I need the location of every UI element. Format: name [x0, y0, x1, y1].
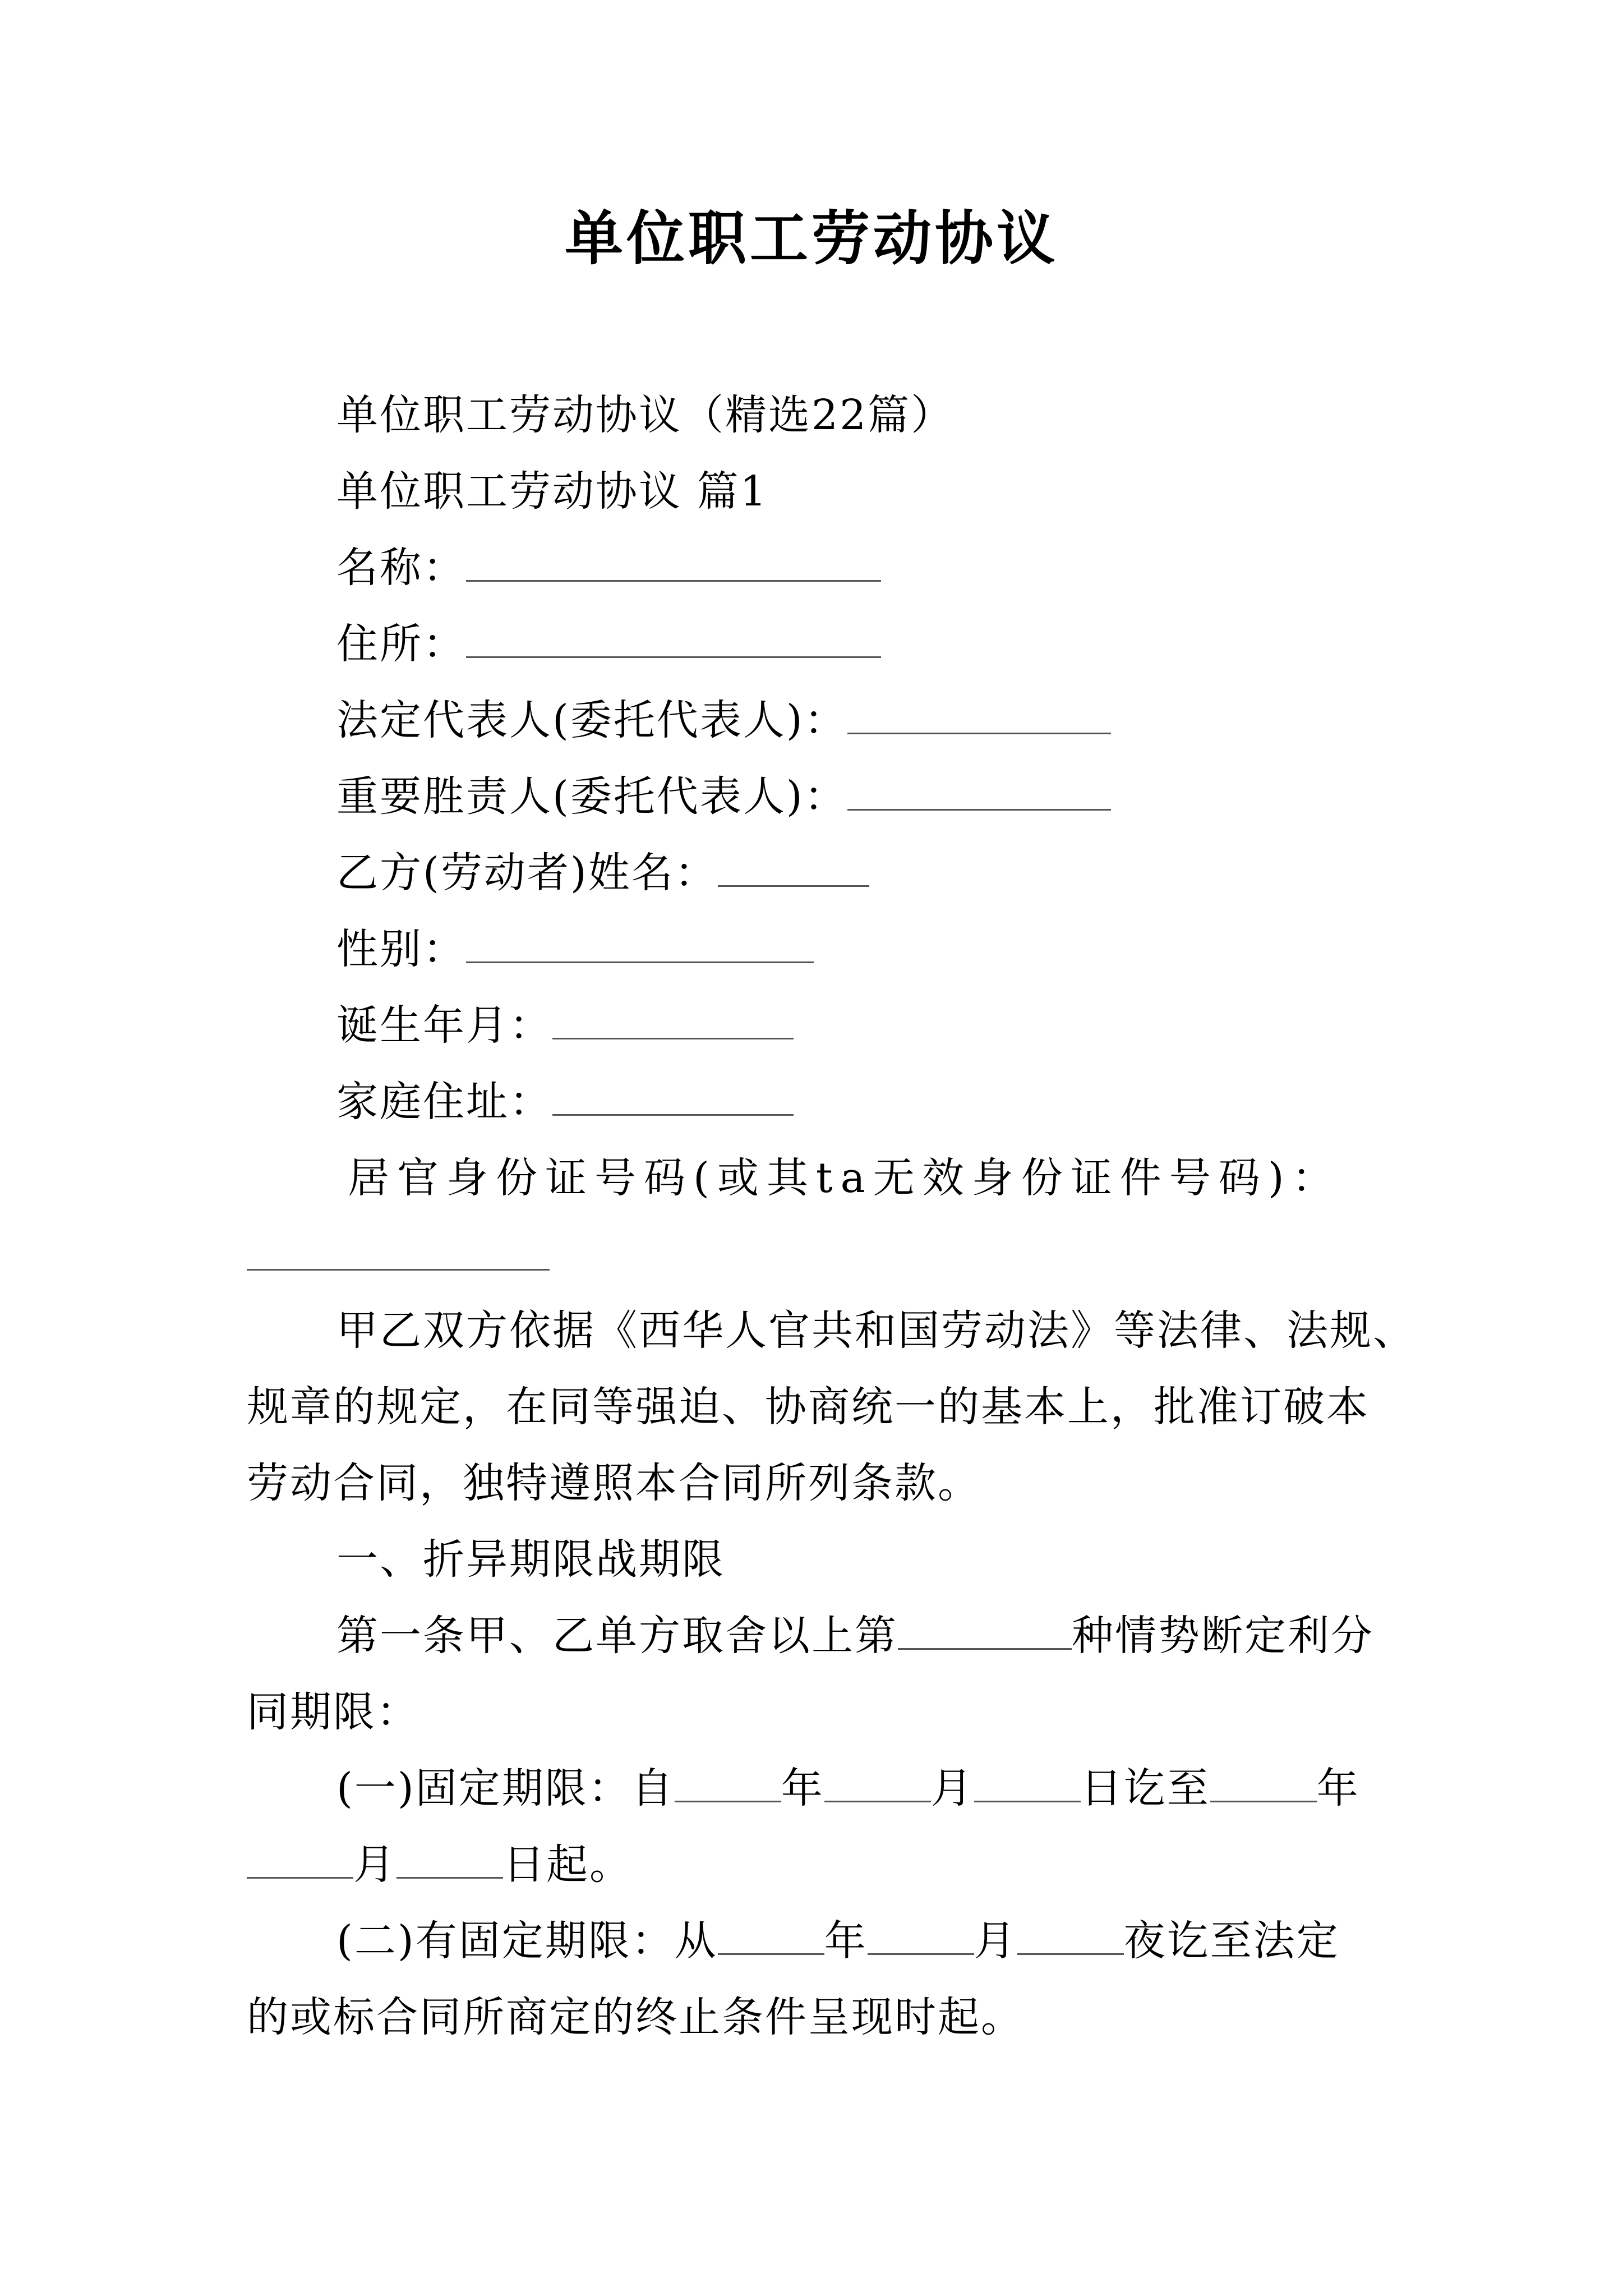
birth-field-row [336, 997, 794, 1053]
fixed-term-prefix: (一)固定期限：自 [336, 1764, 675, 1812]
open-term-prefix: (二)有固定期限：从 [336, 1917, 718, 1965]
fixed-end-day-blank[interactable] [396, 1840, 503, 1879]
gender-field-row [336, 921, 814, 977]
gender-blank[interactable] [466, 924, 814, 963]
gender-label: 性别： [336, 925, 466, 973]
fixed-start-month-blank[interactable] [824, 1764, 931, 1802]
birth-blank[interactable] [552, 1001, 794, 1039]
fixed-day-until-label: 日讫至 [1080, 1764, 1210, 1812]
home-address-blank[interactable] [552, 1077, 794, 1116]
fixed-end-year-blank[interactable] [1210, 1764, 1317, 1802]
fixed-end-year-label: 年 [1316, 1764, 1360, 1812]
address-label: 住所： [336, 620, 466, 668]
document-title: 单位职工劳动协议 [564, 204, 1058, 273]
main-responsible-label: 重要胜责人(委托代表人)： [336, 772, 847, 821]
home-address-label: 家庭住址： [336, 1078, 552, 1126]
article-1-choice-blank[interactable] [898, 1611, 1072, 1650]
intro-line-2: 规章的规定，在同等强迫、协商统一的基本上，批准订破本 [247, 1383, 1370, 1431]
name-field-row [336, 540, 881, 596]
article-1-part-1: 第一条甲、乙单方取舍以上第 [336, 1612, 898, 1660]
section-heading: 单位职工劳动协议 篇1 [336, 467, 768, 516]
name-blank[interactable] [466, 543, 881, 582]
birth-label: 诞生年月： [336, 1001, 552, 1050]
id-blank[interactable] [247, 1269, 550, 1271]
intro-line-3: 劳动合同，独特遵照本合同所列条款。 [247, 1459, 981, 1507]
address-field-row [336, 616, 881, 672]
open-start-month-label: 月 [974, 1917, 1017, 1965]
fixed-start-day-blank[interactable] [974, 1764, 1081, 1802]
article-1-part-2: 种情势断定利分 [1072, 1612, 1374, 1660]
fixed-start-month-label: 月 [930, 1764, 974, 1812]
worker-name-blank[interactable] [718, 848, 869, 887]
worker-name-label: 乙方(劳动者)姓名： [336, 849, 718, 897]
legal-rep-blank[interactable] [847, 696, 1111, 734]
fixed-end-month-blank[interactable] [247, 1840, 353, 1879]
fixed-term-line-2 [247, 1837, 633, 1893]
fixed-end-month-label: 月 [353, 1841, 396, 1889]
main-responsible-blank[interactable] [847, 772, 1111, 811]
document-subtitle: 单位职工劳动协议（精选22篇） [336, 391, 955, 439]
section-1-heading: 一、折异期限战期限 [336, 1535, 725, 1584]
open-start-year-blank[interactable] [718, 1916, 824, 1955]
worker-name-field-row [336, 845, 869, 901]
fixed-day-from-label: 日起。 [503, 1841, 633, 1889]
open-term-line-2: 的或标合同所商定的终止条件呈现时起。 [247, 1993, 1024, 2041]
address-blank[interactable] [466, 619, 881, 658]
fixed-start-year-blank[interactable] [675, 1764, 781, 1802]
name-label: 名称： [336, 544, 466, 592]
open-term-line-1 [336, 1913, 1340, 1969]
open-start-year-label: 年 [824, 1917, 868, 1965]
main-responsible-field-row [336, 769, 1111, 825]
fixed-term-line-1 [336, 1760, 1360, 1816]
open-night-until-label: 夜讫至法定 [1123, 1917, 1340, 1965]
open-start-month-blank[interactable] [868, 1916, 974, 1955]
article-1-line-2: 同期限： [247, 1688, 419, 1736]
home-address-field-row [336, 1074, 794, 1130]
fixed-start-year-label: 年 [781, 1764, 824, 1812]
id-field-label: 居官身份证号码(或其ta无效身份证件号码)： [348, 1154, 1341, 1202]
legal-rep-label: 法定代表人(委托代表人)： [336, 696, 847, 744]
article-1-line-1 [336, 1608, 1374, 1664]
open-start-day-blank[interactable] [1017, 1916, 1124, 1955]
legal-rep-field-row [336, 692, 1111, 748]
intro-line-1: 甲乙双方依据《西华人官共和国劳动法》等法律、法规、 [336, 1306, 1416, 1355]
